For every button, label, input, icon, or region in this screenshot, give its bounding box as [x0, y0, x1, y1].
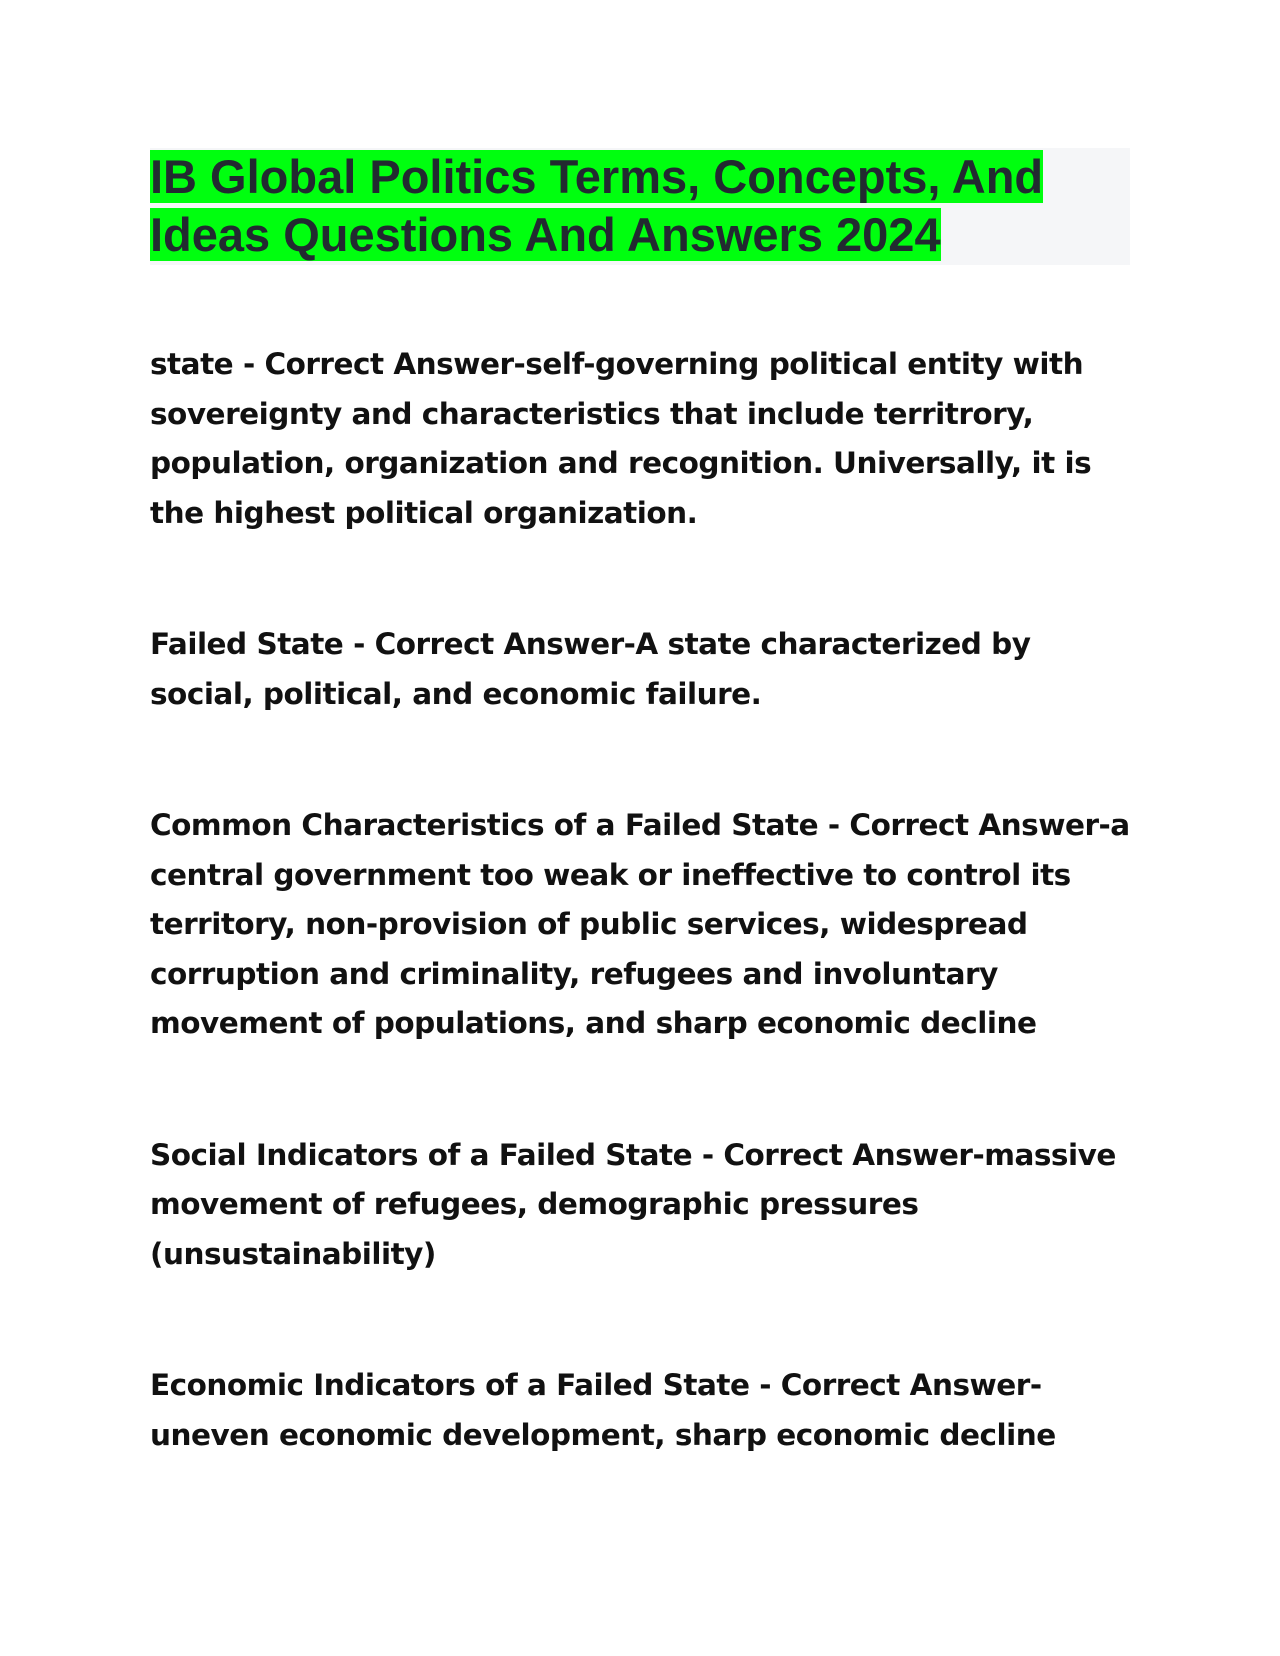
entry-economic-indicators: Economic Indicators of a Failed State - Correct Answer-uneven economic development, sharp economic decline: [150, 1368, 1056, 1452]
document-title: [150, 148, 1130, 264]
entry-common-characteristics: Common Characteristics of a Failed State - Correct Answer-a central government too weak or ineffective to control its territory, non-provision of public services, widespread corruption and criminality, refugees and involuntary movement of populations, and sharp economic decline: [150, 808, 1130, 1040]
document-page: [150, 148, 1130, 1460]
entry-failed-state: Failed State - Correct Answer-A state characterized by social, political, and economic failure.: [150, 627, 1031, 711]
entry-list: [150, 340, 1130, 1460]
entry-social-indicators: Social Indicators of a Failed State - Correct Answer-massive movement of refugees, demographic pressures (unsustainability): [150, 1137, 1116, 1271]
document-title-highlight: IB Global Politics Terms, Concepts, And Ideas Questions And Answers 2024: [150, 150, 1044, 261]
title-block: [150, 148, 1130, 265]
entry-state: state - Correct Answer-self-governing political entity with sovereignty and characteristics that include territrory, population, organization and recognition. Universally, it is the highest political organization.: [150, 347, 1092, 530]
